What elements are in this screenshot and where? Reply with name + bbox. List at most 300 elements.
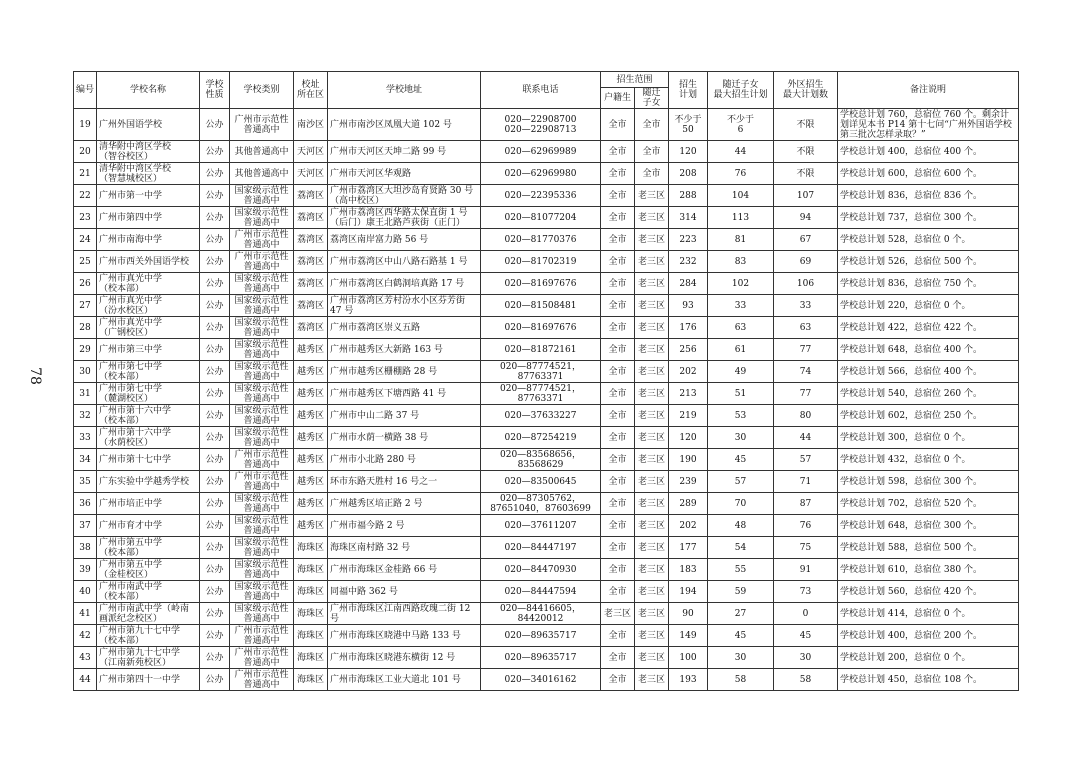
cell-type: 国家级示范性 普通高中 xyxy=(230,361,294,383)
cell-hukou-scope: 全市 xyxy=(601,207,635,229)
cell-type: 国家级示范性 普通高中 xyxy=(230,559,294,581)
cell-phone: 020—89635717 xyxy=(481,625,601,647)
cell-no: 38 xyxy=(74,537,97,559)
cell-district: 海珠区 xyxy=(294,647,328,669)
cell-type: 国家级示范性 普通高中 xyxy=(230,515,294,537)
cell-address: 荔湾区南岸富力路 56 号 xyxy=(328,229,481,251)
cell-type: 国家级示范性 普通高中 xyxy=(230,185,294,207)
cell-address: 广州市越秀区下塘西路 41 号 xyxy=(328,383,481,405)
cell-plan: 256 xyxy=(669,339,708,361)
cell-district: 海珠区 xyxy=(294,603,328,625)
cell-hukou-scope: 全市 xyxy=(601,471,635,493)
cell-type: 广州市示范性 普通高中 xyxy=(230,647,294,669)
header-migrant-max: 随迁子女 最大招生计划 xyxy=(708,72,774,109)
header-name: 学校名称 xyxy=(97,72,200,109)
cell-migrant-max: 33 xyxy=(708,295,774,317)
cell-phone: 020—84447197 xyxy=(481,537,601,559)
cell-migrant-max: 54 xyxy=(708,537,774,559)
cell-address: 广州市海珠区晓港东横街 12 号 xyxy=(328,647,481,669)
cell-migrant-scope: 老三区 xyxy=(635,361,669,383)
cell-school-name: 广州市真光中学 （广钢校区） xyxy=(97,317,200,339)
cell-remark: 学校总计划 300，总宿位 0 个。 xyxy=(838,427,1019,449)
cell-no: 44 xyxy=(74,669,97,691)
cell-plan: 183 xyxy=(669,559,708,581)
cell-nature: 公办 xyxy=(200,229,230,251)
cell-type: 国家级示范性 普通高中 xyxy=(230,207,294,229)
cell-type: 国家级示范性 普通高中 xyxy=(230,273,294,295)
cell-hukou-scope: 全市 xyxy=(601,109,635,141)
cell-outside-max: 74 xyxy=(774,361,838,383)
cell-plan: 202 xyxy=(669,361,708,383)
cell-address: 广州市天河区华观路 xyxy=(328,163,481,185)
table-row xyxy=(74,537,1019,559)
table-row xyxy=(74,581,1019,603)
cell-migrant-max: 45 xyxy=(708,625,774,647)
cell-plan: 120 xyxy=(669,141,708,163)
cell-type: 广州市示范性 普通高中 xyxy=(230,229,294,251)
cell-school-name: 清华附中湾区学校 （智慧城校区） xyxy=(97,163,200,185)
cell-no: 31 xyxy=(74,383,97,405)
cell-remark: 学校总计划 220，总宿位 0 个。 xyxy=(838,295,1019,317)
cell-nature: 公办 xyxy=(200,163,230,185)
cell-outside-max: 0 xyxy=(774,603,838,625)
cell-hukou-scope: 全市 xyxy=(601,559,635,581)
cell-outside-max: 69 xyxy=(774,251,838,273)
cell-outside-max: 80 xyxy=(774,405,838,427)
cell-address: 广州市越秀区栅棚路 28 号 xyxy=(328,361,481,383)
table-row xyxy=(74,185,1019,207)
cell-no: 41 xyxy=(74,603,97,625)
cell-school-name: 广州市第三中学 xyxy=(97,339,200,361)
cell-nature: 公办 xyxy=(200,669,230,691)
cell-nature: 公办 xyxy=(200,317,230,339)
cell-migrant-scope: 老三区 xyxy=(635,537,669,559)
cell-hukou-scope: 全市 xyxy=(601,141,635,163)
cell-migrant-max: 44 xyxy=(708,141,774,163)
table-row xyxy=(74,383,1019,405)
cell-district: 越秀区 xyxy=(294,361,328,383)
cell-outside-max: 67 xyxy=(774,229,838,251)
cell-school-name: 广州市第七中学 （麓湖校区） xyxy=(97,383,200,405)
cell-hukou-scope: 老三区 xyxy=(601,603,635,625)
cell-migrant-max: 70 xyxy=(708,493,774,515)
cell-plan: 202 xyxy=(669,515,708,537)
cell-migrant-scope: 老三区 xyxy=(635,317,669,339)
cell-district: 越秀区 xyxy=(294,383,328,405)
cell-remark: 学校总计划 760，总宿位 760 个。剩余计划详见本书 P14 第十七问“广州外国语学校第三批次怎样录取？” xyxy=(838,109,1019,141)
header-scope: 招生范围 xyxy=(601,72,669,88)
table-row xyxy=(74,339,1019,361)
cell-remark: 学校总计划 598，总宿位 300 个。 xyxy=(838,471,1019,493)
cell-address: 同福中路 362 号 xyxy=(328,581,481,603)
cell-hukou-scope: 全市 xyxy=(601,295,635,317)
table-row xyxy=(74,317,1019,339)
cell-nature: 公办 xyxy=(200,581,230,603)
cell-phone: 020—37633227 xyxy=(481,405,601,427)
cell-address: 广州市水荫一横路 38 号 xyxy=(328,427,481,449)
cell-migrant-scope: 老三区 xyxy=(635,625,669,647)
cell-district: 越秀区 xyxy=(294,427,328,449)
cell-migrant-scope: 老三区 xyxy=(635,581,669,603)
cell-remark: 学校总计划 400，总宿位 200 个。 xyxy=(838,625,1019,647)
header-plan: 招生 计划 xyxy=(669,72,708,109)
cell-address: 广州市荔湾区西华路太保直街 1 号（后门）康王北路芦荻街（正门） xyxy=(328,207,481,229)
cell-migrant-max: 30 xyxy=(708,647,774,669)
cell-address: 广州市海珠区晓港中马路 133 号 xyxy=(328,625,481,647)
cell-remark: 学校总计划 566，总宿位 400 个。 xyxy=(838,361,1019,383)
cell-phone: 020—22395336 xyxy=(481,185,601,207)
cell-nature: 公办 xyxy=(200,449,230,471)
cell-district: 荔湾区 xyxy=(294,273,328,295)
cell-address: 环市东路天胜村 16 号之一 xyxy=(328,471,481,493)
cell-plan: 190 xyxy=(669,449,708,471)
cell-remark: 学校总计划 588，总宿位 500 个。 xyxy=(838,537,1019,559)
cell-address: 广州市海珠区工业大道北 101 号 xyxy=(328,669,481,691)
cell-district: 荔湾区 xyxy=(294,295,328,317)
cell-migrant-scope: 老三区 xyxy=(635,383,669,405)
cell-hukou-scope: 全市 xyxy=(601,273,635,295)
cell-district: 越秀区 xyxy=(294,515,328,537)
cell-address: 广州市荔湾区中山八路石路基 1 号 xyxy=(328,251,481,273)
cell-phone: 020—81697676 xyxy=(481,317,601,339)
cell-outside-max: 77 xyxy=(774,339,838,361)
cell-hukou-scope: 全市 xyxy=(601,493,635,515)
page-number: 78 xyxy=(26,367,43,385)
cell-phone: 020—81697676 xyxy=(481,273,601,295)
cell-district: 海珠区 xyxy=(294,581,328,603)
cell-no: 39 xyxy=(74,559,97,581)
cell-migrant-max: 27 xyxy=(708,603,774,625)
cell-nature: 公办 xyxy=(200,185,230,207)
cell-hukou-scope: 全市 xyxy=(601,339,635,361)
cell-type: 国家级示范性 普通高中 xyxy=(230,427,294,449)
header-no: 编号 xyxy=(74,72,97,109)
cell-phone: 020—87774521，87763371 xyxy=(481,383,601,405)
cell-no: 27 xyxy=(74,295,97,317)
cell-district: 海珠区 xyxy=(294,559,328,581)
table-header xyxy=(74,72,1019,109)
cell-no: 28 xyxy=(74,317,97,339)
cell-type: 国家级示范性 普通高中 xyxy=(230,405,294,427)
cell-nature: 公办 xyxy=(200,405,230,427)
cell-remark: 学校总计划 648，总宿位 400 个。 xyxy=(838,339,1019,361)
cell-hukou-scope: 全市 xyxy=(601,449,635,471)
cell-hukou-scope: 全市 xyxy=(601,361,635,383)
cell-nature: 公办 xyxy=(200,625,230,647)
cell-remark: 学校总计划 422，总宿位 422 个。 xyxy=(838,317,1019,339)
cell-address: 广州市海珠区金桂路 66 号 xyxy=(328,559,481,581)
cell-migrant-scope: 老三区 xyxy=(635,515,669,537)
cell-type: 广州市示范性 普通高中 xyxy=(230,669,294,691)
cell-remark: 学校总计划 432，总宿位 0 个。 xyxy=(838,449,1019,471)
cell-phone: 020—62969980 xyxy=(481,163,601,185)
cell-plan: 208 xyxy=(669,163,708,185)
cell-hukou-scope: 全市 xyxy=(601,515,635,537)
cell-hukou-scope: 全市 xyxy=(601,383,635,405)
cell-address: 广州市越秀区大新路 163 号 xyxy=(328,339,481,361)
cell-address: 海珠区南村路 32 号 xyxy=(328,537,481,559)
enrollment-table xyxy=(73,71,1019,691)
cell-hukou-scope: 全市 xyxy=(601,427,635,449)
cell-plan: 194 xyxy=(669,581,708,603)
cell-type: 广州市示范性 普通高中 xyxy=(230,471,294,493)
cell-address: 广州市南沙区凤凰大道 102 号 xyxy=(328,109,481,141)
cell-outside-max: 106 xyxy=(774,273,838,295)
cell-migrant-scope: 老三区 xyxy=(635,405,669,427)
cell-school-name: 广州市第九十七中学 （江南新苑校区） xyxy=(97,647,200,669)
cell-district: 海珠区 xyxy=(294,537,328,559)
cell-no: 36 xyxy=(74,493,97,515)
cell-nature: 公办 xyxy=(200,251,230,273)
cell-migrant-scope: 老三区 xyxy=(635,471,669,493)
cell-school-name: 广州市南海中学 xyxy=(97,229,200,251)
cell-migrant-max: 57 xyxy=(708,471,774,493)
cell-remark: 学校总计划 414，总宿位 0 个。 xyxy=(838,603,1019,625)
cell-type: 广州市示范性 普通高中 xyxy=(230,449,294,471)
cell-type: 国家级示范性 普通高中 xyxy=(230,493,294,515)
cell-type: 其他普通高中 xyxy=(230,163,294,185)
cell-migrant-max: 59 xyxy=(708,581,774,603)
cell-hukou-scope: 全市 xyxy=(601,185,635,207)
cell-migrant-max: 76 xyxy=(708,163,774,185)
cell-outside-max: 73 xyxy=(774,581,838,603)
cell-migrant-scope: 老三区 xyxy=(635,295,669,317)
cell-outside-max: 87 xyxy=(774,493,838,515)
cell-migrant-max: 63 xyxy=(708,317,774,339)
cell-migrant-scope: 老三区 xyxy=(635,559,669,581)
cell-district: 越秀区 xyxy=(294,471,328,493)
cell-school-name: 广州外国语学校 xyxy=(97,109,200,141)
cell-school-name: 广州市第五中学 （校本部） xyxy=(97,537,200,559)
table-row xyxy=(74,471,1019,493)
cell-district: 越秀区 xyxy=(294,339,328,361)
cell-no: 23 xyxy=(74,207,97,229)
cell-remark: 学校总计划 560，总宿位 420 个。 xyxy=(838,581,1019,603)
cell-nature: 公办 xyxy=(200,647,230,669)
cell-migrant-scope: 老三区 xyxy=(635,229,669,251)
cell-outside-max: 71 xyxy=(774,471,838,493)
cell-nature: 公办 xyxy=(200,603,230,625)
table-row xyxy=(74,207,1019,229)
cell-nature: 公办 xyxy=(200,339,230,361)
cell-type: 国家级示范性 普通高中 xyxy=(230,537,294,559)
cell-no: 20 xyxy=(74,141,97,163)
header-phone: 联系电话 xyxy=(481,72,601,109)
cell-address: 广州市小北路 280 号 xyxy=(328,449,481,471)
cell-nature: 公办 xyxy=(200,273,230,295)
cell-migrant-max: 51 xyxy=(708,383,774,405)
cell-address: 广州市荔湾区芳村汾水小区芬芳街 47 号 xyxy=(328,295,481,317)
cell-remark: 学校总计划 200，总宿位 0 个。 xyxy=(838,647,1019,669)
cell-outside-max: 75 xyxy=(774,537,838,559)
cell-phone: 020—89635717 xyxy=(481,647,601,669)
cell-plan: 177 xyxy=(669,537,708,559)
cell-remark: 学校总计划 526，总宿位 500 个。 xyxy=(838,251,1019,273)
cell-phone: 020—83568656，83568629 xyxy=(481,449,601,471)
cell-outside-max: 44 xyxy=(774,427,838,449)
cell-outside-max: 30 xyxy=(774,647,838,669)
cell-plan: 93 xyxy=(669,295,708,317)
cell-migrant-scope: 老三区 xyxy=(635,493,669,515)
cell-migrant-scope: 全市 xyxy=(635,109,669,141)
cell-no: 33 xyxy=(74,427,97,449)
cell-phone: 020—81077204 xyxy=(481,207,601,229)
cell-outside-max: 63 xyxy=(774,317,838,339)
cell-address: 广州市天河区天坤二路 99 号 xyxy=(328,141,481,163)
cell-hukou-scope: 全市 xyxy=(601,625,635,647)
cell-district: 越秀区 xyxy=(294,493,328,515)
cell-no: 21 xyxy=(74,163,97,185)
table-body xyxy=(74,109,1019,691)
cell-migrant-max: 45 xyxy=(708,449,774,471)
table-row xyxy=(74,493,1019,515)
header-remark: 备注说明 xyxy=(838,72,1019,109)
cell-plan: 不少于 50 xyxy=(669,109,708,141)
cell-migrant-scope: 全市 xyxy=(635,141,669,163)
table-row xyxy=(74,559,1019,581)
header-outside-max: 外区招生 最大计划数 xyxy=(774,72,838,109)
cell-no: 43 xyxy=(74,647,97,669)
cell-outside-max: 94 xyxy=(774,207,838,229)
table-row xyxy=(74,141,1019,163)
cell-phone: 020—87254219 xyxy=(481,427,601,449)
cell-migrant-max: 81 xyxy=(708,229,774,251)
cell-plan: 289 xyxy=(669,493,708,515)
cell-nature: 公办 xyxy=(200,515,230,537)
cell-school-name: 广州市第四中学 xyxy=(97,207,200,229)
cell-address: 广州市福今路 2 号 xyxy=(328,515,481,537)
cell-nature: 公办 xyxy=(200,383,230,405)
cell-phone: 020—84447594 xyxy=(481,581,601,603)
cell-phone: 020—87305762，87651040，87603699 xyxy=(481,493,601,515)
cell-outside-max: 45 xyxy=(774,625,838,647)
cell-hukou-scope: 全市 xyxy=(601,163,635,185)
cell-plan: 149 xyxy=(669,625,708,647)
cell-no: 32 xyxy=(74,405,97,427)
cell-type: 广州市示范性 普通高中 xyxy=(230,109,294,141)
cell-migrant-max: 30 xyxy=(708,427,774,449)
cell-school-name: 清华附中湾区学校 （智谷校区） xyxy=(97,141,200,163)
cell-nature: 公办 xyxy=(200,537,230,559)
cell-district: 荔湾区 xyxy=(294,229,328,251)
cell-phone: 020—81508481 xyxy=(481,295,601,317)
cell-district: 荔湾区 xyxy=(294,251,328,273)
cell-no: 35 xyxy=(74,471,97,493)
cell-migrant-scope: 老三区 xyxy=(635,273,669,295)
cell-plan: 284 xyxy=(669,273,708,295)
cell-hukou-scope: 全市 xyxy=(601,647,635,669)
cell-migrant-scope: 全市 xyxy=(635,163,669,185)
cell-phone: 020—62969989 xyxy=(481,141,601,163)
cell-remark: 学校总计划 540，总宿位 260 个。 xyxy=(838,383,1019,405)
cell-migrant-max: 83 xyxy=(708,251,774,273)
table-row xyxy=(74,109,1019,141)
cell-type: 国家级示范性 普通高中 xyxy=(230,295,294,317)
table-row xyxy=(74,295,1019,317)
cell-type: 广州市示范性 普通高中 xyxy=(230,251,294,273)
cell-type: 国家级示范性 普通高中 xyxy=(230,603,294,625)
cell-plan: 219 xyxy=(669,405,708,427)
cell-migrant-scope: 老三区 xyxy=(635,449,669,471)
cell-outside-max: 58 xyxy=(774,669,838,691)
cell-school-name: 广州市南武中学 （校本部） xyxy=(97,581,200,603)
cell-school-name: 广州市第十六中学 （水荫校区） xyxy=(97,427,200,449)
cell-district: 海珠区 xyxy=(294,669,328,691)
cell-migrant-scope: 老三区 xyxy=(635,603,669,625)
header-address: 学校地址 xyxy=(328,72,481,109)
cell-migrant-max: 58 xyxy=(708,669,774,691)
cell-type: 其他普通高中 xyxy=(230,141,294,163)
cell-phone: 020—84416605，84420012 xyxy=(481,603,601,625)
cell-type: 国家级示范性 普通高中 xyxy=(230,581,294,603)
cell-hukou-scope: 全市 xyxy=(601,581,635,603)
cell-outside-max: 不限 xyxy=(774,141,838,163)
cell-migrant-scope: 老三区 xyxy=(635,669,669,691)
cell-migrant-max: 49 xyxy=(708,361,774,383)
cell-phone: 020—83500645 xyxy=(481,471,601,493)
cell-school-name: 广州市第四十一中学 xyxy=(97,669,200,691)
cell-outside-max: 33 xyxy=(774,295,838,317)
cell-outside-max: 91 xyxy=(774,559,838,581)
cell-remark: 学校总计划 400，总宿位 400 个。 xyxy=(838,141,1019,163)
cell-plan: 193 xyxy=(669,669,708,691)
cell-hukou-scope: 全市 xyxy=(601,405,635,427)
cell-remark: 学校总计划 648，总宿位 300 个。 xyxy=(838,515,1019,537)
cell-phone: 020—22908700 020—22908713 xyxy=(481,109,601,141)
cell-address: 广州市荔湾区崇义五路 xyxy=(328,317,481,339)
cell-remark: 学校总计划 602，总宿位 250 个。 xyxy=(838,405,1019,427)
cell-school-name: 广州市真光中学 （汾水校区） xyxy=(97,295,200,317)
cell-phone: 020—87774521，87763371 xyxy=(481,361,601,383)
cell-no: 40 xyxy=(74,581,97,603)
cell-type: 广州市示范性 普通高中 xyxy=(230,625,294,647)
cell-school-name: 广州市南武中学（岭南画派纪念校区） xyxy=(97,603,200,625)
table-row xyxy=(74,229,1019,251)
cell-district: 南沙区 xyxy=(294,109,328,141)
cell-migrant-scope: 老三区 xyxy=(635,647,669,669)
cell-plan: 223 xyxy=(669,229,708,251)
cell-nature: 公办 xyxy=(200,493,230,515)
cell-district: 海珠区 xyxy=(294,625,328,647)
cell-outside-max: 77 xyxy=(774,383,838,405)
table-row xyxy=(74,251,1019,273)
cell-outside-max: 不限 xyxy=(774,109,838,141)
cell-district: 荔湾区 xyxy=(294,317,328,339)
cell-migrant-max: 102 xyxy=(708,273,774,295)
cell-phone: 020—34016162 xyxy=(481,669,601,691)
cell-no: 24 xyxy=(74,229,97,251)
cell-remark: 学校总计划 450，总宿位 108 个。 xyxy=(838,669,1019,691)
cell-district: 越秀区 xyxy=(294,405,328,427)
cell-type: 国家级示范性 普通高中 xyxy=(230,383,294,405)
cell-address: 广州市海珠区江南西路玫瑰二街 12 号 xyxy=(328,603,481,625)
cell-school-name: 广州市第一中学 xyxy=(97,185,200,207)
cell-migrant-scope: 老三区 xyxy=(635,185,669,207)
cell-nature: 公办 xyxy=(200,141,230,163)
cell-plan: 314 xyxy=(669,207,708,229)
cell-migrant-max: 61 xyxy=(708,339,774,361)
cell-outside-max: 不限 xyxy=(774,163,838,185)
cell-hukou-scope: 全市 xyxy=(601,317,635,339)
header-district: 校址 所在区 xyxy=(294,72,328,109)
cell-nature: 公办 xyxy=(200,109,230,141)
cell-no: 19 xyxy=(74,109,97,141)
cell-migrant-max: 113 xyxy=(708,207,774,229)
cell-remark: 学校总计划 528，总宿位 0 个。 xyxy=(838,229,1019,251)
cell-school-name: 广州市第十七中学 xyxy=(97,449,200,471)
cell-school-name: 广州市育才中学 xyxy=(97,515,200,537)
cell-address: 广州市荔湾区白鹤洞培真路 17 号 xyxy=(328,273,481,295)
